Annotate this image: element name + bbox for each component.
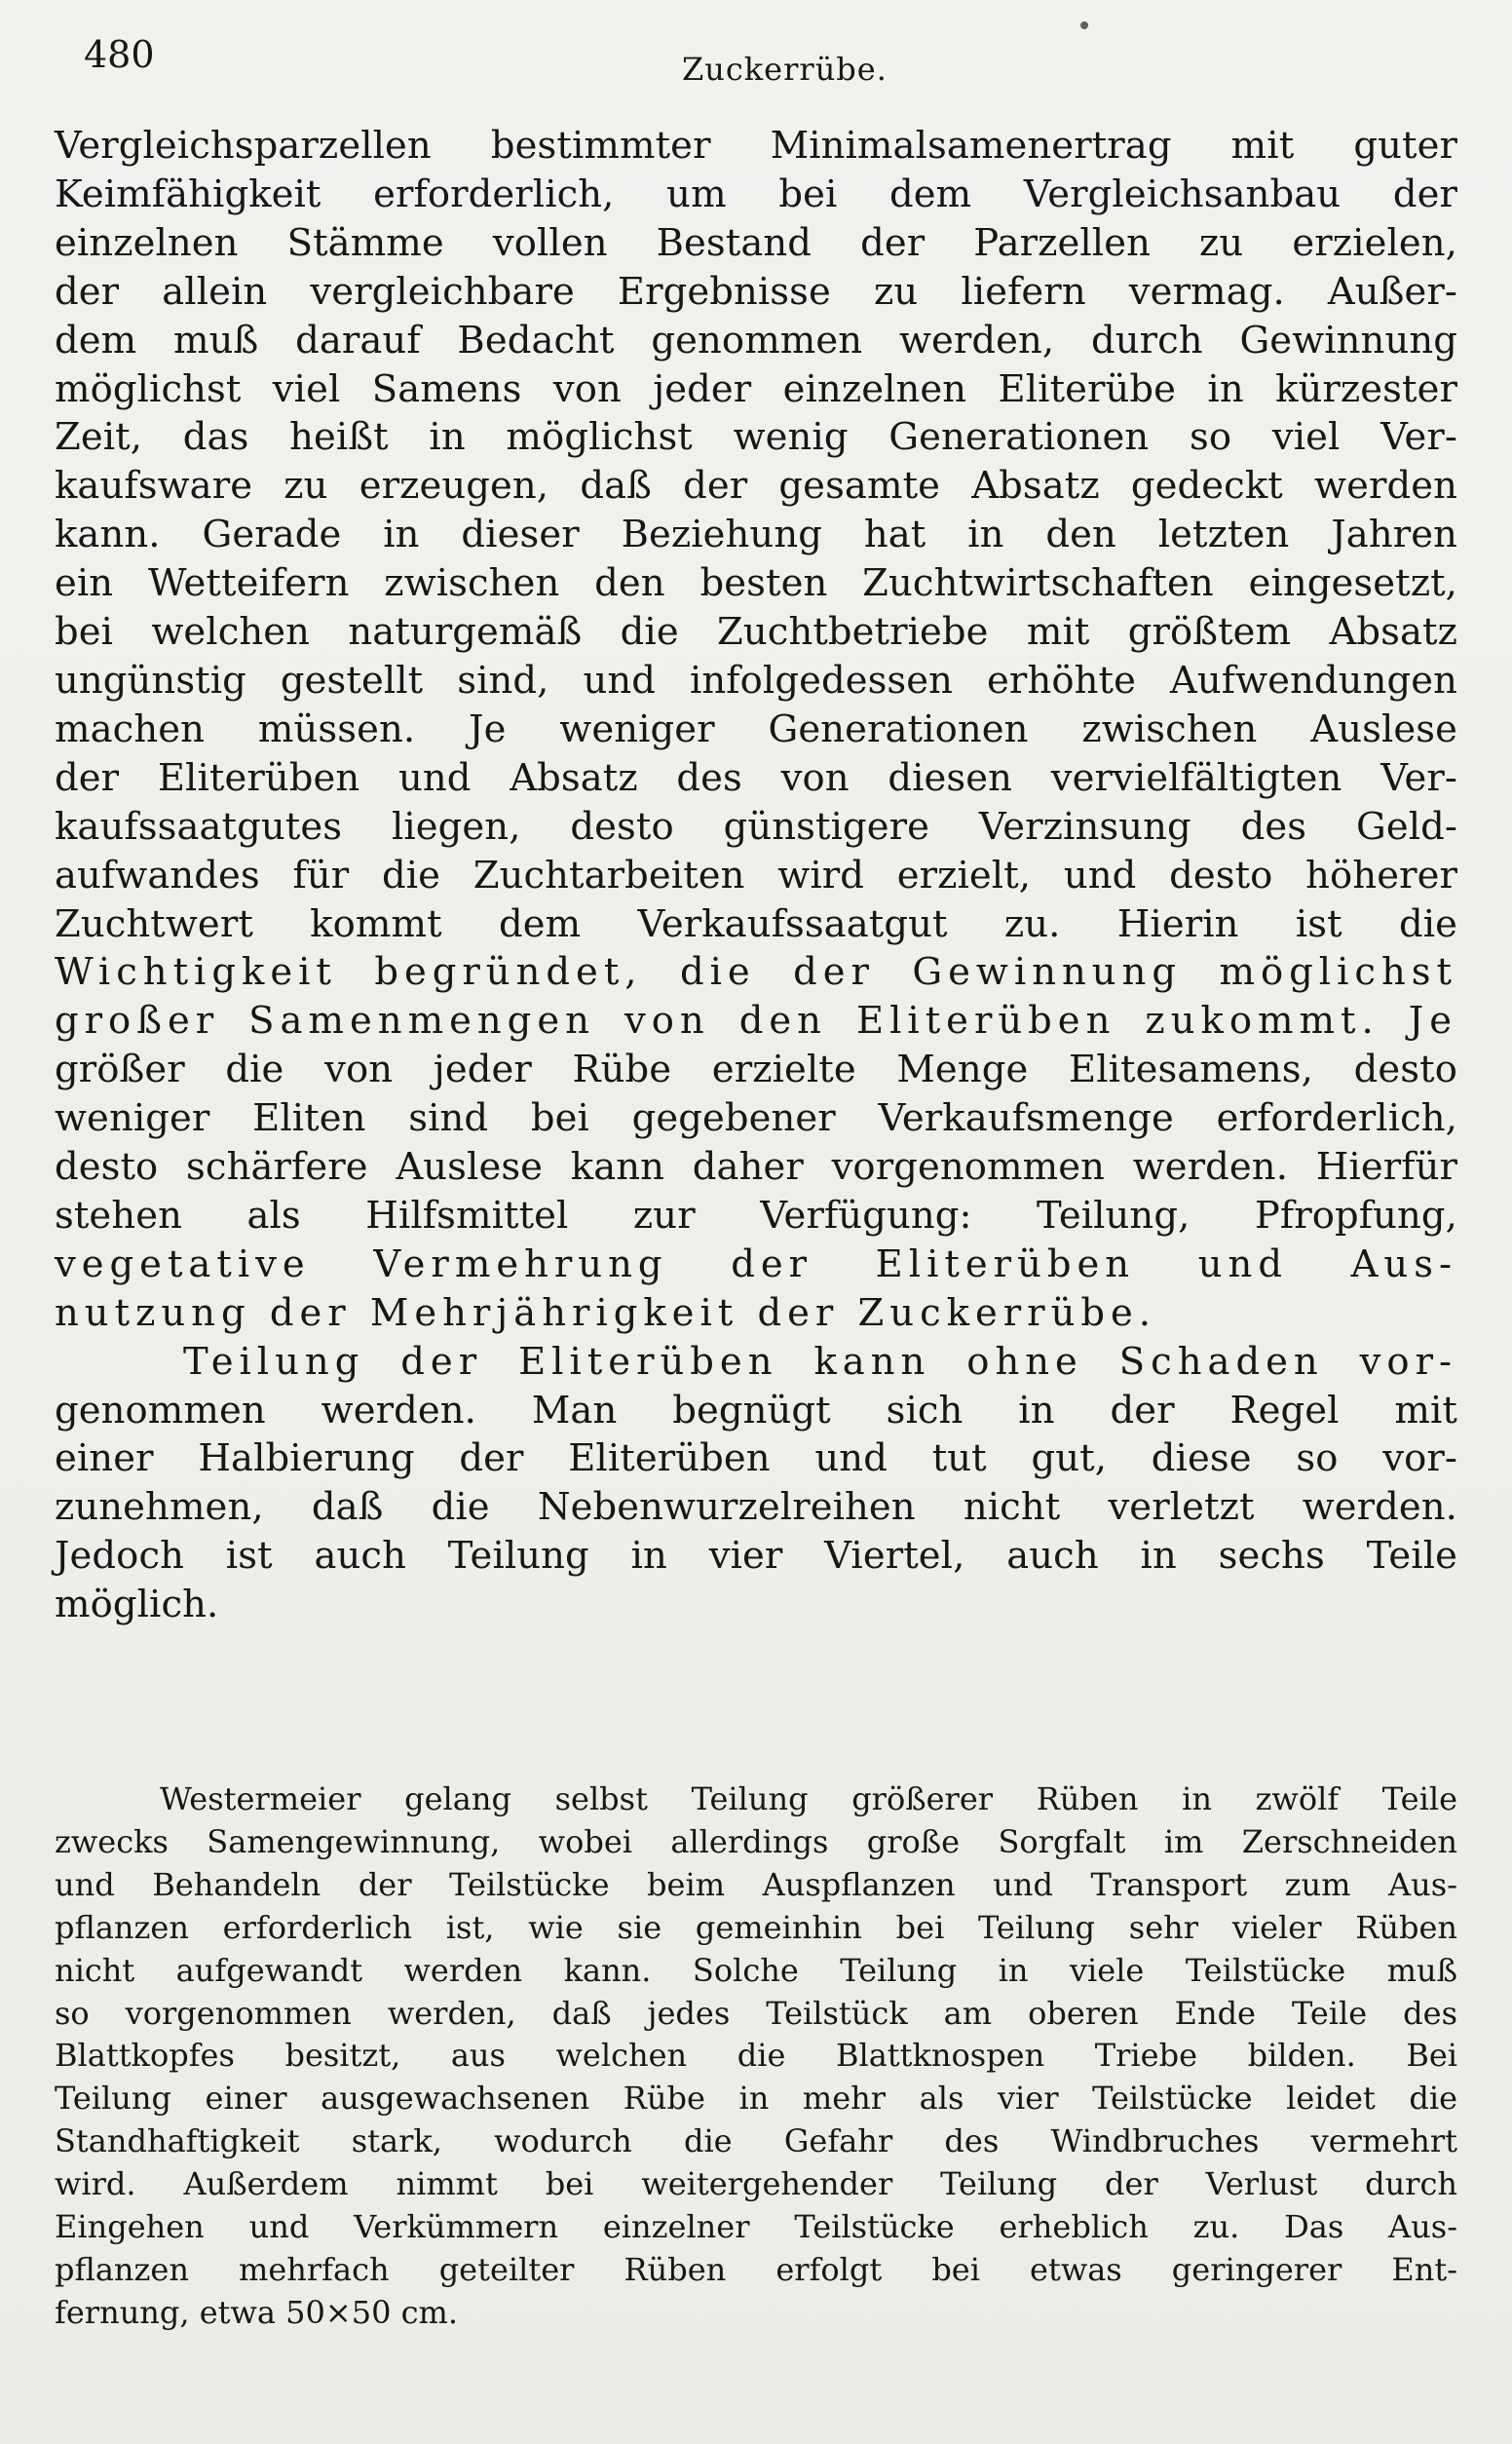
main-text-line: Wichtigkeit begründet, die der Gewinnung möglichst [55,950,1457,995]
main-text-line: großer Samenmengen von den Eliterüben zukommt. Je [55,999,1457,1044]
note-text-line: Teilung einer ausgewachsenen Rübe in mehr als vier Teilstücke leidet die [55,2080,1457,2118]
note-text-line: nicht aufgewandt werden kann. Solche Teilung in viele Teilstücke muß [55,1951,1457,1989]
main-text-line: kann. Gerade in dieser Beziehung hat in den letzten Jahren [55,513,1457,557]
main-text-line: einer Halbierung der Eliterüben und tut gut, diese so vor- [55,1436,1457,1481]
note-text-line: Blattkopfes besitzt, aus welchen die Blattknospen Triebe bilden. Bei [55,2037,1457,2075]
main-text-line: stehen als Hilfsmittel zur Verfügung: Teilung, Pfropfung, [55,1193,1457,1238]
note-text-line: pflanzen erforderlich ist, wie sie gemeinhin bei Teilung sehr vieler Rüben [55,1908,1457,1946]
main-text-line: kaufsware zu erzeugen, daß der gesamte Absatz gedeckt werden [55,464,1457,509]
note-text-line: Standhaftigkeit stark, wodurch die Gefahr des Windbruches vermehrt [55,2122,1457,2160]
main-text-line: bei welchen naturgemäß die Zuchtbetriebe mit größtem Absatz [55,610,1457,655]
main-text-line: machen müssen. Je weniger Generationen zwischen Auslese [55,706,1457,751]
main-text-line: zunehmen, daß die Nebenwurzelreihen nicht verletzt werden. [55,1485,1457,1530]
main-text-line: Zuchtwert kommt dem Verkaufssaatgut zu. Hierin ist die [55,901,1457,946]
main-text-line: einzelnen Stämme vollen Bestand der Parzellen zu erzielen, [55,220,1457,265]
main-text-line: vegetative Vermehrung der Eliterüben und Aus- [55,1241,1457,1286]
main-text-line: der allein vergleichbare Ergebnisse zu liefern vermag. Außer- [55,269,1457,314]
main-text-line: aufwandes für die Zuchtarbeiten wird erzielt, und desto höherer [55,853,1457,897]
main-text-line: desto schärfere Auslese kann daher vorgenommen werden. Hierfür [55,1145,1457,1190]
main-text-line: Zeit, das heißt in möglichst wenig Generationen so viel Ver- [55,415,1457,460]
note-text-line: Westermeier gelang selbst Teilung größerer Rüben in zwölf Teile [160,1780,1457,1817]
print-speck [1080,21,1088,29]
main-text-line: nutzung der Mehrjährigkeit der Zuckerrübe. [55,1290,1157,1335]
main-text-line: möglich. [55,1583,219,1627]
main-text-line: Vergleichsparzellen bestimmter Minimalsamenertrag mit guter [55,124,1457,168]
main-text-block [55,122,1457,1629]
main-text-line: möglichst viel Samens von jeder einzelnen Eliterübe in kürzester [55,366,1457,411]
main-text-line: größer die von jeder Rübe erzielte Menge Elitesamens, desto [55,1048,1457,1092]
main-text-line: der Eliterüben und Absatz des von diesen vervielfältigten Ver- [55,755,1457,800]
main-text-line: ungünstig gestellt sind, und infolgedessen erhöhte Aufwendungen [55,658,1457,703]
main-text-line: Teilung der Eliterüben kann ohne Schaden vor- [183,1339,1457,1384]
running-head: Zuckerrübe. [682,51,888,88]
main-text-line: Jedoch ist auch Teilung in vier Viertel, auch in sechs Teile [55,1534,1457,1579]
main-text-line: kaufssaatgutes liegen, desto günstigere Verzinsung des Geld- [55,804,1457,849]
main-text-line: genommen werden. Man begnügt sich in der Regel mit [55,1388,1457,1432]
main-text-line: dem muß darauf Bedacht genommen werden, durch Gewinnung [55,318,1457,363]
main-text-line: ein Wetteifern zwischen den besten Zuchtwirtschaften eingesetzt, [55,561,1457,606]
note-text-line: zwecks Samengewinnung, wobei allerdings große Sorgfalt im Zerschneiden [55,1822,1457,1860]
note-text-line: und Behandeln der Teilstücke beim Auspflanzen und Transport zum Aus- [55,1865,1457,1903]
note-text-line: wird. Außerdem nimmt bei weitergehender Teilung der Verlust durch [55,2165,1457,2203]
note-text-line: so vorgenommen werden, daß jedes Teilstück am oberen Ende Teile des [55,1994,1457,2032]
note-text-block [55,1778,1457,2335]
main-text-line: Keimfähigkeit erforderlich, um bei dem Vergleichsanbau der [55,172,1457,216]
note-text-line: fernung, etwa 50×50 cm. [55,2293,459,2331]
page-number: 480 [84,33,155,76]
main-text-line: weniger Eliten sind bei gegebener Verkaufsmenge erforderlich, [55,1096,1457,1141]
note-text-line: Eingehen und Verkümmern einzelner Teilstücke erheblich zu. Das Aus- [55,2208,1457,2246]
note-text-line: pflanzen mehrfach geteilter Rüben erfolgt bei etwas geringerer Ent- [55,2250,1457,2288]
